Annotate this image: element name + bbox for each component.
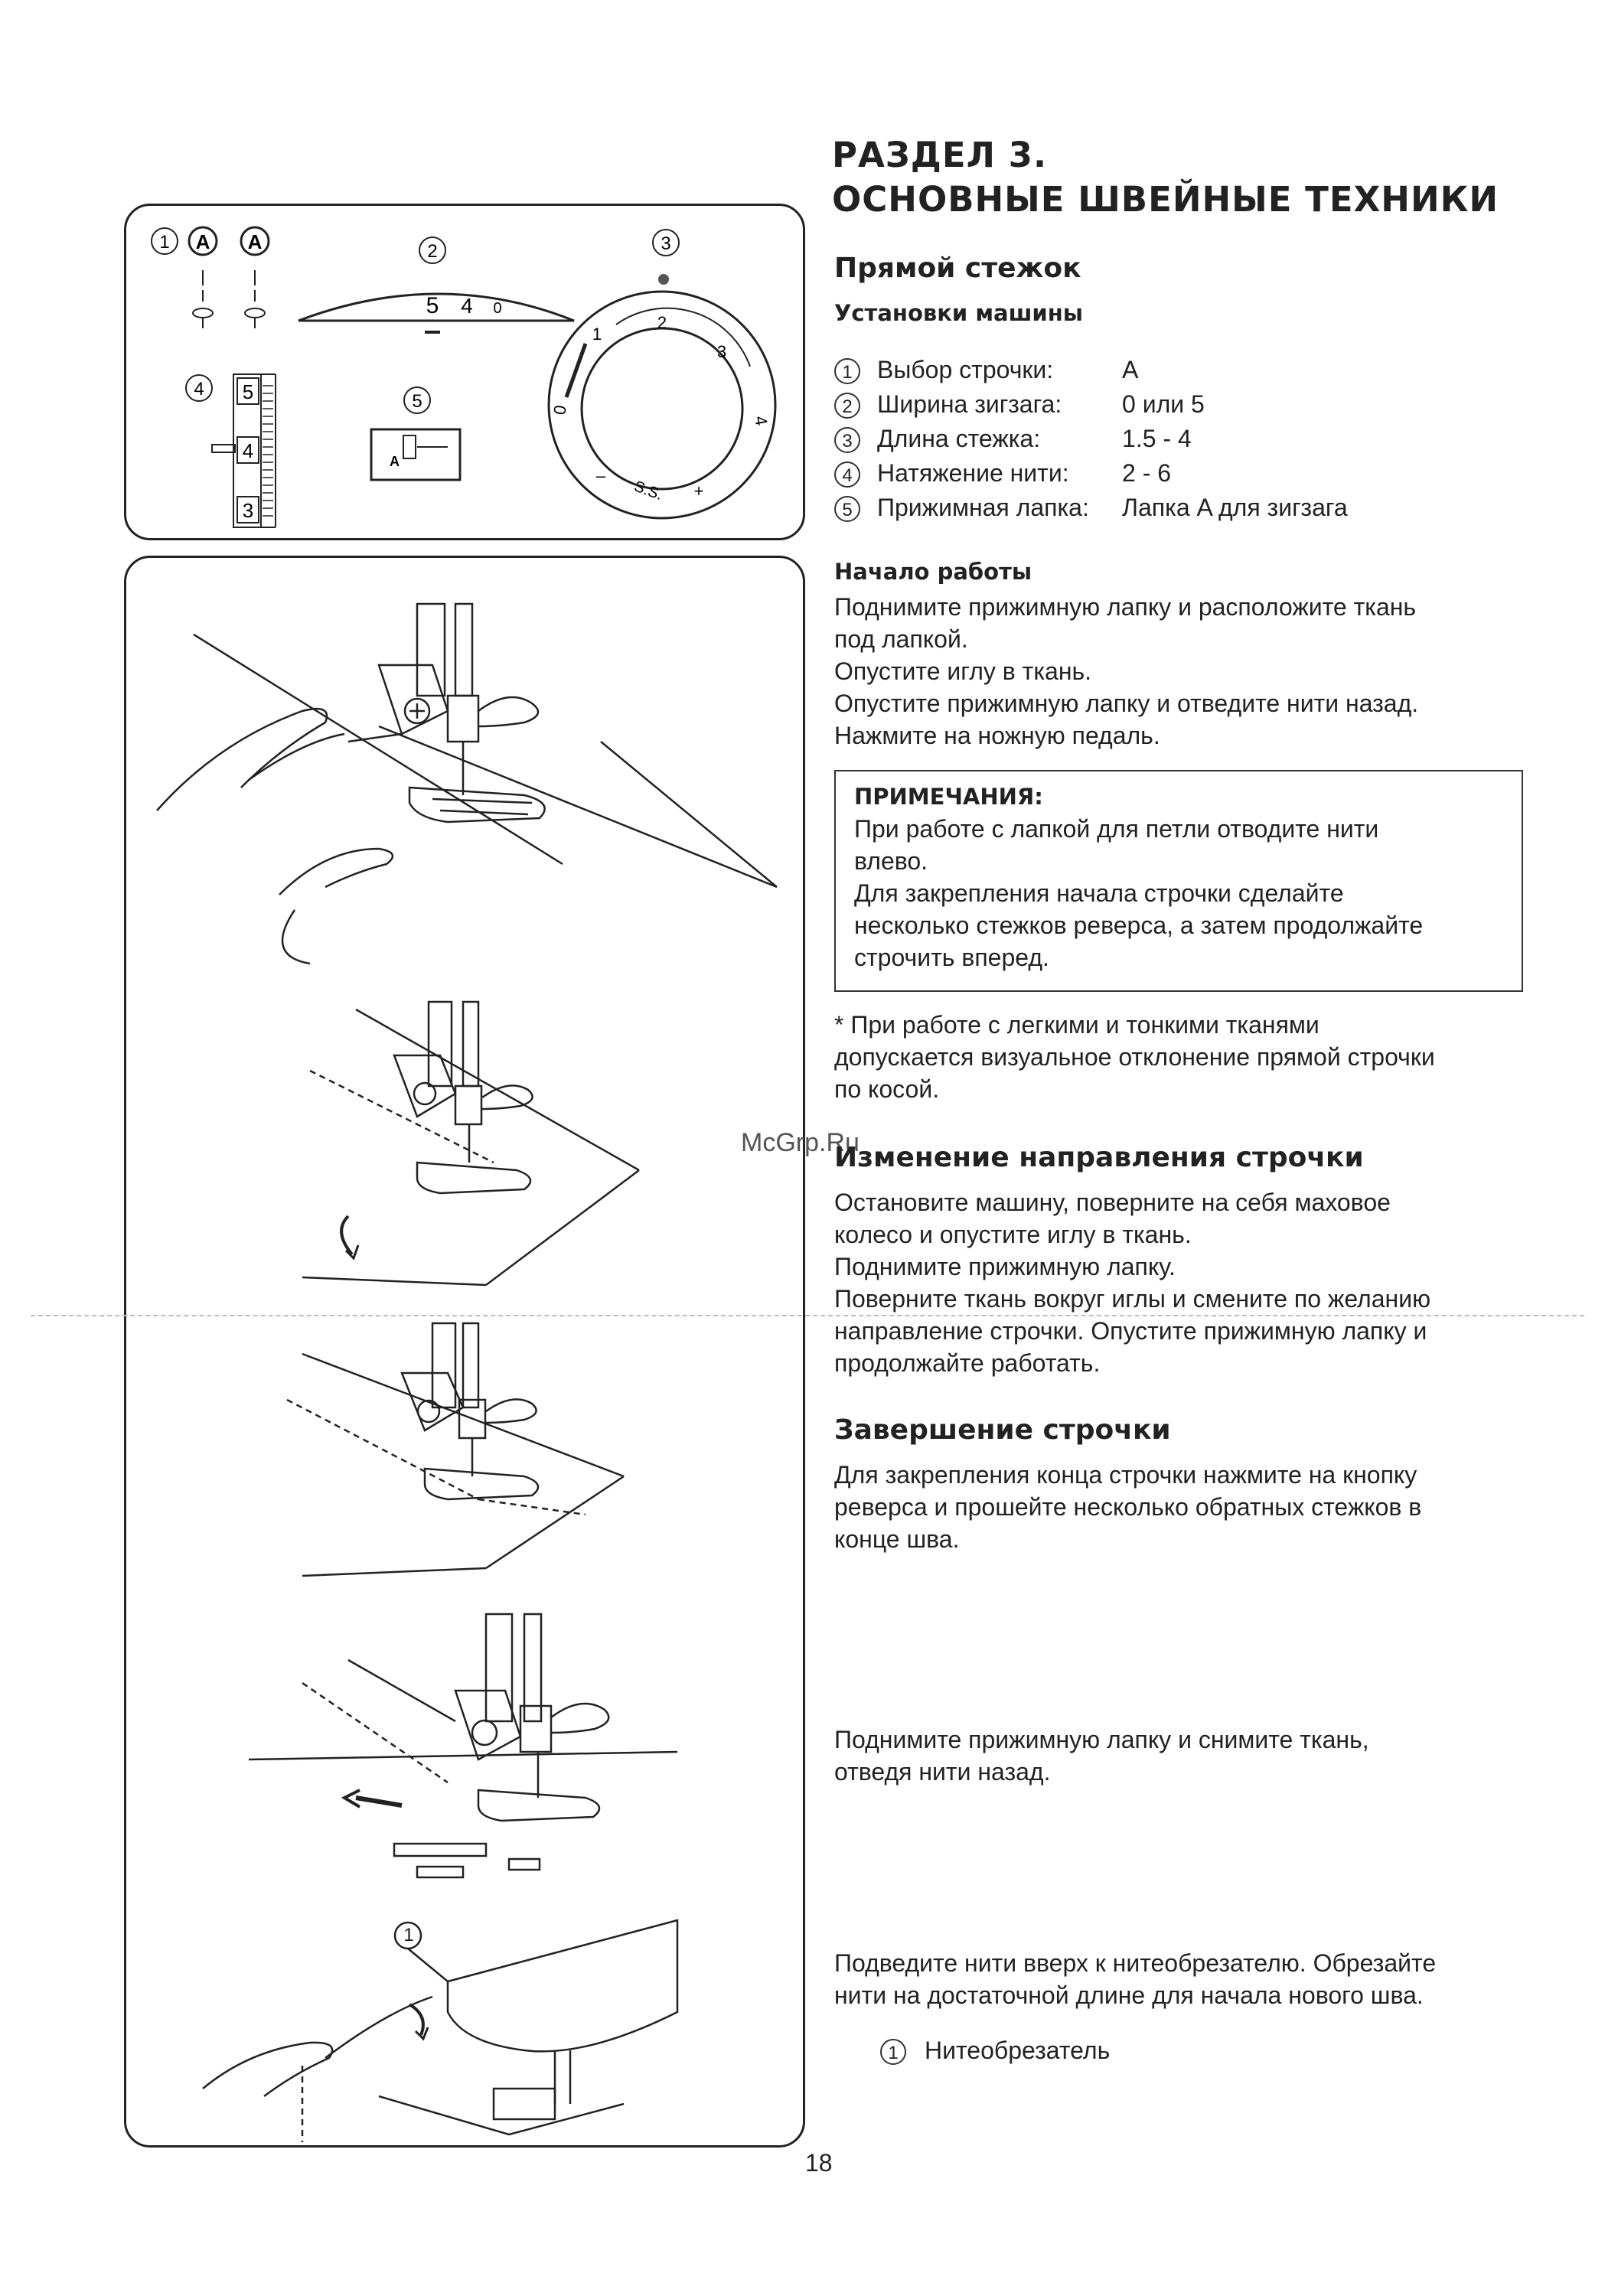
- callout-1: 1: [159, 232, 170, 253]
- setting-value: 2 - 6: [1122, 459, 1172, 487]
- setting-value: Лапка A для зигзага: [1122, 494, 1348, 521]
- illustration-reverse: [249, 1614, 677, 1877]
- dial-2: 2: [657, 313, 667, 332]
- setting-label: Выбор строчки:: [877, 356, 1054, 383]
- illustration-panel: [124, 556, 805, 2148]
- setting-row-5: [834, 491, 1348, 523]
- setting-value: 0 или 5: [1122, 390, 1205, 418]
- setting-num: 2: [834, 393, 860, 419]
- legend-label: Нитеобрезатель: [925, 2037, 1111, 2064]
- width-5: 5: [426, 293, 439, 318]
- notes-text: При работе с лапкой для петли отводите нити влево. Для закрепления начала строчки сделайте несколько стежков реверса, а затем продолжайте строчить вперед.: [854, 815, 1424, 971]
- setting-num: 1: [834, 358, 860, 384]
- direction-change-text: Остановите машину, поверните на себя маховое колесо и опустите иглу в ткань. Поднимите прижимную лапку. Поверните ткань вокруг иглы и смените по желанию направление строчки. Опустите прижимную лапку и продолжайте работать.: [834, 1189, 1431, 1377]
- setting-num: 3: [834, 427, 860, 453]
- illustration-turning: [287, 1323, 624, 1576]
- dial-4: 4: [751, 414, 771, 427]
- width-4: 4: [461, 294, 473, 318]
- dial-ss: S.S.: [631, 478, 665, 504]
- notes-box: [834, 770, 1523, 992]
- dial-3: 3: [716, 342, 727, 361]
- legend-num: 1: [880, 2039, 906, 2065]
- settings-panel: [124, 204, 805, 540]
- callout-2: 2: [427, 241, 438, 262]
- page-number: 18: [805, 2149, 833, 2177]
- width-0: 0: [493, 300, 502, 317]
- dial-plus: +: [693, 481, 704, 501]
- callout-4: 4: [194, 379, 204, 400]
- setting-row-4: [834, 457, 1172, 489]
- light-fabric-note: * При работе с легкими и тонкими тканями допускается визуальное отклонение прямой строчки по косой.: [834, 1011, 1435, 1103]
- section-number: РАЗДЕЛ 3.: [832, 135, 1048, 175]
- setting-label: Натяжение нити:: [877, 459, 1069, 487]
- tension-4: 4: [242, 439, 254, 462]
- setting-label: Прижимная лапка:: [877, 494, 1089, 521]
- remove-fabric-text: Поднимите прижимную лапку и снимите ткань, отведя нити назад.: [834, 1726, 1369, 1786]
- straight-stitch-heading: Прямой стежок: [834, 253, 1081, 284]
- thread-cutter-legend: [880, 2034, 1111, 2066]
- dial-0: 0: [550, 403, 570, 416]
- setting-label: Длина стежка:: [877, 425, 1041, 452]
- callout-5: 5: [412, 391, 422, 412]
- dial-1: 1: [592, 325, 602, 344]
- pattern-a-1: A: [195, 230, 210, 253]
- setting-value: 1.5 - 4: [1122, 425, 1192, 452]
- direction-change-heading: Изменение направления строчки: [834, 1142, 1364, 1173]
- tension-3: 3: [242, 499, 254, 522]
- illustration-thread-cutter: [203, 1920, 677, 2142]
- setting-row-2: [834, 388, 1205, 420]
- setting-num: 4: [834, 461, 860, 488]
- settings-diagram: [126, 206, 803, 538]
- watermark: McGrp.Ru: [741, 1128, 860, 1157]
- scan-line: [31, 1315, 1584, 1316]
- svg-text:A: A: [390, 454, 400, 469]
- sewing-illustrations: [126, 558, 803, 2145]
- illustration-place-fabric: [157, 604, 777, 964]
- illustration-callout-1: 1: [403, 1925, 414, 1945]
- finishing-heading: Завершение строчки: [834, 1414, 1171, 1446]
- notes-heading: ПРИМЕЧАНИЯ:: [854, 784, 1043, 810]
- dial-minus: –: [595, 466, 606, 485]
- start-heading: Начало работы: [834, 559, 1032, 585]
- start-text: Поднимите прижимную лапку и расположите ткань под лапкой. Опустите иглу в ткань. Опустите прижимную лапку и отведите нити назад. Нажмите на ножную педаль.: [834, 593, 1419, 749]
- illustration-sewing: [302, 1002, 639, 1285]
- callout-3: 3: [661, 233, 671, 254]
- setting-row-3: [834, 422, 1192, 455]
- section-title: ОСНОВНЫЕ ШВЕЙНЫЕ ТЕХНИКИ: [832, 179, 1499, 220]
- thread-cutter-text: Подведите нити вверх к нитеобрезателю. Обрезайте нити на достаточной длине для начала нового шва.: [834, 1949, 1437, 2009]
- finishing-text: Для закрепления конца строчки нажмите на кнопку реверса и прошейте несколько обратных стежков в конце шва.: [834, 1461, 1422, 1553]
- pattern-a-2: A: [247, 230, 263, 253]
- setting-value: A: [1122, 356, 1139, 383]
- setting-num: 5: [834, 496, 860, 522]
- settings-heading: Установки машины: [834, 300, 1083, 326]
- setting-label: Ширина зигзага:: [877, 390, 1062, 418]
- tension-5: 5: [242, 380, 254, 403]
- setting-row-1: [834, 354, 1139, 386]
